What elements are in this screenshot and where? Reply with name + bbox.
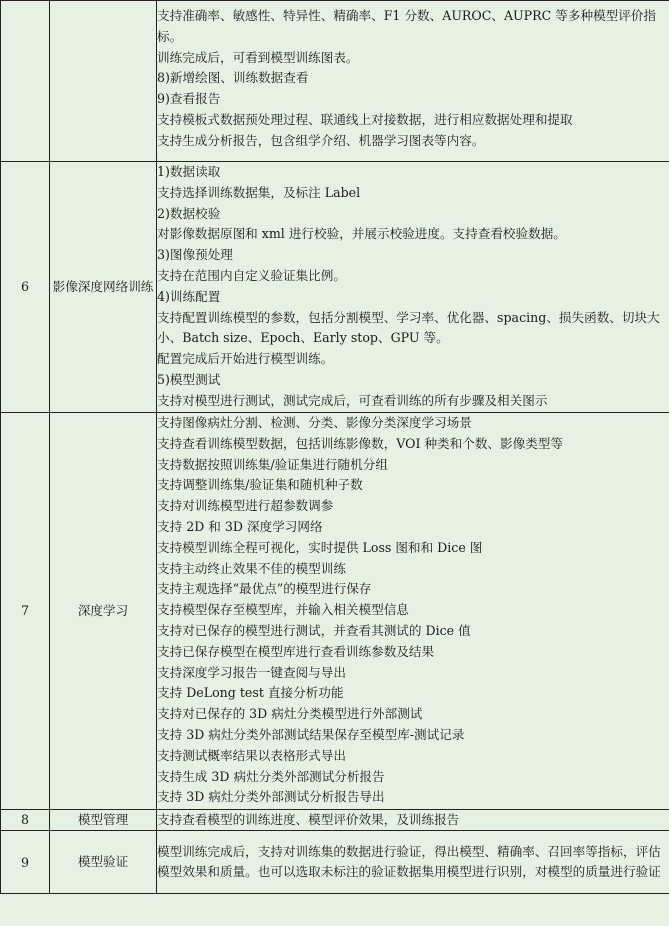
- description-line: 支持查看模型的训练进度、模型评价效果，及训练报告: [157, 811, 460, 827]
- description-line: 支持图像病灶分割、检测、分类、影像分类深度学习场景: [157, 414, 472, 430]
- description-line: 9)查看报告: [157, 91, 221, 107]
- description-line: 支持对已保存的模型进行测试，并查看其测试的 Dice 值: [157, 622, 471, 638]
- description-line: 支持查看训练模型数据，包括训练影像数，VOI 种类和个数、影像类型等: [157, 435, 563, 451]
- description-line: 支持模板式数据预处理过程、联通线上对接数据，进行相应数据处理和提取: [157, 111, 573, 127]
- row-function-name: [50, 1, 157, 162]
- row-number: 6: [1, 162, 50, 413]
- row-function-name: 模型验证: [50, 831, 157, 894]
- row-number: 9: [1, 831, 50, 894]
- description-line: 支持 DeLong test 直接分析功能: [157, 685, 344, 701]
- row-number: [1, 1, 50, 162]
- description-line: 5)模型测试: [157, 371, 221, 387]
- description-line: 支持已保存模型在模型库进行查看训练参数及结果: [157, 643, 435, 659]
- row-number: 7: [1, 412, 50, 809]
- description-line: 支持主观选择“最优点”的模型进行保存: [157, 581, 372, 597]
- description-line: 支持选择训练数据集，及标注 Label: [157, 184, 361, 200]
- row-description: [157, 412, 669, 809]
- row-number: 8: [1, 809, 50, 831]
- table-row: [1, 809, 669, 831]
- table-row: [1, 1, 669, 162]
- description-line: 支持在范围内自定义验证集比例。: [157, 267, 346, 283]
- description-line: 训练完成后，可看到模型训练图表。: [157, 49, 359, 65]
- row-function-name: 影像深度网络训练: [50, 162, 157, 413]
- description-line: 3)图像预处理: [157, 247, 233, 263]
- row-description: [157, 831, 669, 894]
- row-description: [157, 162, 669, 413]
- table-row: [1, 831, 669, 894]
- description-line: 4)训练配置: [157, 288, 221, 304]
- description-line: 支持生成分析报告，包含组学介绍、机器学习图表等内容。: [157, 132, 485, 148]
- row-description: [157, 809, 669, 831]
- description-line: 支持主动终止效果不佳的模型训练: [157, 560, 346, 576]
- description-line: 支持对训练模型进行超参数调参: [157, 498, 334, 514]
- description-line: 支持配置训练模型的参数，包括分割模型、学习率、优化器、spacing、损失函数、切块大小、Batch size、Epoch、Early stop、GPU 等。: [157, 309, 660, 346]
- description-line: 配置完成后开始进行模型训练。: [157, 351, 334, 367]
- table-row: [1, 412, 669, 809]
- description-line: 支持准确率、敏感性、特异性、精确率、F1 分数、AUROC、AUPRC 等多种模型评价指标。: [157, 8, 657, 44]
- description-line: 支持数据按照训练集/验证集进行随机分组: [157, 456, 388, 472]
- row-function-name: 模型管理: [50, 809, 157, 831]
- description-line: 支持调整训练集/验证集和随机种子数: [157, 477, 363, 493]
- row-description: [157, 1, 669, 162]
- description-line: 支持测试概率结果以表格形式导出: [157, 747, 346, 763]
- description-line: 支持模型训练全程可视化，实时提供 Loss 图和和 Dice 图: [157, 539, 483, 555]
- description-line: 支持深度学习报告一键查阅与导出: [157, 664, 346, 680]
- description-line: 支持生成 3D 病灶分类外部测试分析报告: [157, 768, 385, 784]
- description-line: 支持对模型进行测试，测试完成后，可查看训练的所有步骤及相关图示: [157, 392, 548, 408]
- description-line: 支持 3D 病灶分类外部测试分析报告导出: [157, 789, 385, 805]
- description-line: 支持对已保存的 3D 病灶分类模型进行外部测试: [157, 706, 423, 722]
- description-line: 支持 2D 和 3D 深度学习网络: [157, 518, 323, 534]
- description-line: 1)数据读取: [157, 164, 221, 179]
- row-function-name: 深度学习: [50, 412, 157, 809]
- description-line: 2)数据校验: [157, 205, 221, 221]
- description-line: 对影像数据原图和 xml 进行校验，并展示校验进度。支持查看校验数据。: [157, 226, 566, 242]
- description-line: 模型训练完成后，支持对训练集的数据进行验证，得出模型、精确率、召回率等指标，评估模型效果和质量。也可以选取未标注的验证数据集用模型进行识别，对模型的质量进行验证: [157, 843, 661, 880]
- description-line: 支持 3D 病灶分类外部测试结果保存至模型库-测试记录: [157, 726, 465, 742]
- description-line: 8)新增绘图、训练数据查看: [157, 70, 309, 86]
- table-row: [1, 162, 669, 413]
- description-line: 支持模型保存至模型库，并输入相关模型信息: [157, 602, 409, 618]
